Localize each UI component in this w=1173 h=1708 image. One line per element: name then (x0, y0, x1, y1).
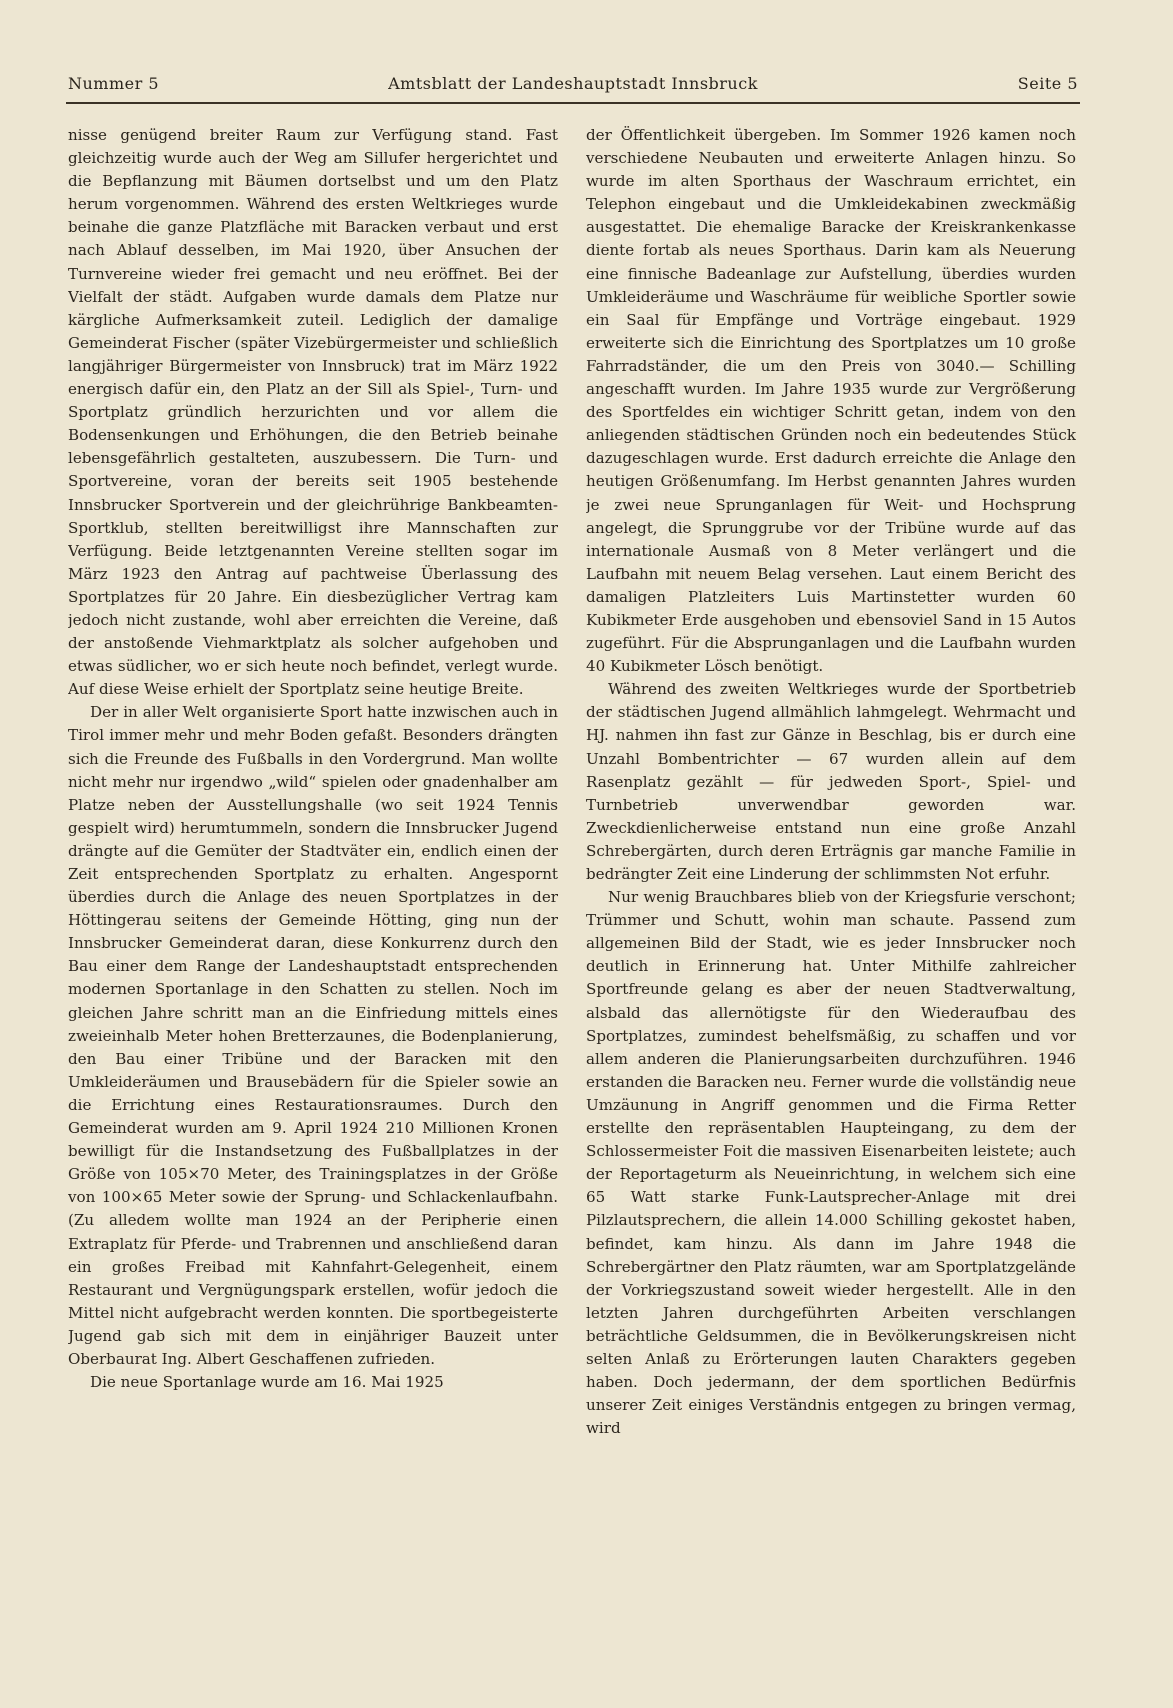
right-paragraph-3: Nur wenig Brauchbares blieb von der Kriegsfurie verschont; Trümmer und Schutt, wohin man schaute. Passend zum allgemeinen Bild der Stadt, wie es jeder Innsbrucker noch deutlich in Erinnerung hat. Unter Mithilfe zahlreicher Sportfreunde gelang es aber der neuen Stadtverwaltung, alsbald das allernötigste für den Wiederaufbau des Sportplatzes, zumindest behelfsmäßig, zu schaffen und vor allem anderen die Planierungsarbeiten durchzuführen. 1946 erstanden die Baracken neu. Ferner wurde die vollständig neue Umzäunung in Angriff genommen und die Firma Retter erstellte den repräsentablen Haupteingang, zu dem der Schlossermeister Foit die massiven Eisenarbeiten leistete; auch der Reportageturm als Neueinrichtung, in welchem sich eine 65 Watt starke Funk-Lautsprecher-Anlage mit drei Pilzlautsprechern, die allein 14.000 Schilling gekostet haben, befindet, kam hinzu. Als dann im Jahre 1948 die Schrebergärtner den Platz räumten, war am Sportplatzgelände der Vorkriegszustand soweit wieder hergestellt. Alle in den letzten Jahren durchgeführten Arbeiten verschlangen beträchtliche Geldsummen, die in Bevölkerungskreisen nicht selten Anlaß zu Erörterungen lauten Charakters gegeben haben. Doch jedermann, der dem sportlichen Bedürfnis unserer Zeit einiges Verständnis entgegen zu bringen vermag, wird (586, 888, 1076, 1438)
issue-number: Nummer 5 (68, 74, 160, 93)
page-number: Seite 5 (1017, 74, 1078, 93)
right-paragraph-1: der Öffentlichkeit übergeben. Im Sommer 1926 kamen noch verschiedene Neubauten und erweiterte Anlagen hinzu. So wurde im alten Sporthaus der Waschraum errichtet, ein Telephon eingebaut und die Umkleidekabinen zweckmäßig ausgestattet. Die ehemalige Baracke der Kreiskrankenkasse diente fortab als neues Sporthaus. Darin kam als Neuerung eine finnische Badeanlage zur Aufstellung, überdies wurden Umkleideräume und Waschräume für weibliche Sportler sowie ein Saal für Empfänge und Vorträge eingebaut. 1929 erweiterte sich die Einrichtung des Sportplatzes um 10 große Fahrradständer, die um den Preis von 3040.— Schilling angeschafft wurden. Im Jahre 1935 wurde zur Vergrößerung des Sportfeldes ein wichtiger Schritt getan, indem von den anliegenden städtischen Gründen noch ein bedeutendes Stück dazugeschlagen wurde. Erst dadurch erreichte die Anlage den heutigen Größenumfang. Im Herbst genannten Jahres wurden je zwei neue Sprunganlagen für Weit- und Hochsprung angelegt, die Sprunggrube vor der Tribüne wurde auf das internationale Ausmaß von 8 Meter verlängert und die Laufbahn mit neuem Belag versehen. Laut einem Bericht des damaligen Platzleiters Luis Martinstetter wurden 60 Kubikmeter Erde ausgehoben und ebensoviel Sand in 15 Autos zugeführt. Für die Absprunganlagen und die Laufbahn wurden 40 Kubikmeter Lösch benötigt. (586, 126, 1076, 676)
right-paragraph-2: Während des zweiten Weltkrieges wurde der Sportbetrieb der städtischen Jugend allmählich lahmgelegt. Wehrmacht und HJ. nahmen ihn fast zur Gänze in Beschlag, bis er durch eine Unzahl Bombentrichter — 67 wurden allein auf dem Rasenplatz gezählt — für jedweden Sport-, Spiel- und Turnbetrieb unverwendbar geworden war. Zweckdienlicherweise entstand nun eine große Anzahl Schrebergärten, durch deren Erträgnis gar manche Familie in bedrängter Zeit eine Linderung der schlimmsten Not erfuhr. (586, 680, 1076, 883)
left-paragraph-2: Der in aller Welt organisierte Sport hatte inzwischen auch in Tirol immer mehr und mehr Boden gefaßt. Besonders drängten sich die Freunde des Fußballs in den Vordergrund. Man wollte nicht mehr nur irgendwo „wild“ spielen oder gnadenhalber am Platze neben der Ausstellungshalle (wo seit 1924 Tennis gespielt wird) herumtummeln, sondern die Innsbrucker Jugend drängte auf die Gemüter der Stadtväter ein, endlich einen der Zeit entsprechenden Sportplatz zu erhalten. Angespornt überdies durch die Anlage des neuen Sportplatzes in der Höttingerau seitens der Gemeinde Hötting, ging nun der Innsbrucker Gemeinderat daran, diese Konkurrenz durch den Bau einer dem Range der Landeshauptstadt entsprechenden modernen Sportanlage in den Schatten zu stellen. Noch im gleichen Jahre schritt man an die Einfriedung mittels eines zweieinhalb Meter hohen Bretterzaunes, die Bodenplanierung, den Bau einer Tribüne und der Baracken mit den Umkleideräumen und Brausebädern für die Spieler sowie an die Errichtung eines Restaurationsraumes. Durch den Gemeinderat wurden am 9. April 1924 210 Millionen Kronen bewilligt für die Instandsetzung des Fußballplatzes in der Größe von 105×70 Meter, des Trainingsplatzes in der Größe von 100×65 Meter sowie der Sprung- und Schlackenlaufbahn. (Zu alledem wollte man 1924 an der Peripherie einen Extraplatz für Pferde- und Trabrennen und anschließend daran ein großes Freibad mit Kahnfahrt-Gelegenheit, einem Restaurant und Vergnügungspark erstellen, wofür jedoch die Mittel nicht aufgebracht werden konnten. Die sportbegeisterte Jugend gab sich mit dem in einjähriger Bauzeit unter Oberbaurat Ing. Albert Geschaffenen zufrieden. (68, 703, 558, 1368)
left-paragraph-3: Die neue Sportanlage wurde am 16. Mai 1925 (90, 1373, 444, 1392)
running-header (68, 68, 1078, 98)
left-column (68, 124, 558, 1684)
left-paragraph-1: nisse genügend breiter Raum zur Verfügung stand. Fast gleichzeitig wurde auch der Weg am Sillufer hergerichtet und die Bepflanzung mit Bäumen dortselbst und um den Platz herum vorgenommen. Während des ersten Weltkrieges wurde beinahe die ganze Platzfläche mit Baracken verbaut und erst nach Ablauf desselben, im Mai 1920, über Ansuchen der Turnvereine wieder frei gemacht und neu eröffnet. Bei der Vielfalt der städt. Aufgaben wurde damals dem Platze nur kärgliche Aufmerksamkeit zuteil. Lediglich der damalige Gemeinderat Fischer (später Vizebürgermeister und schließlich langjähriger Bürgermeister von Innsbruck) trat im März 1922 energisch dafür ein, den Platz an der Sill als Spiel-, Turn- und Sportplatz gründlich herzurichten und vor allem die Bodensenkungen und Erhöhungen, die den Betrieb beinahe lebensgefährlich gestalteten, auszubessern. Die Turn- und Sportvereine, voran der bereits seit 1905 bestehende Innsbrucker Sportverein und der gleichrührige Bankbeamten-Sportklub, stellten bereitwilligst ihre Mannschaften zur Verfügung. Beide letztgenannten Vereine stellten sogar im März 1923 den Antrag auf pachtweise Überlassung des Sportplatzes für 20 Jahre. Ein diesbezüglicher Vertrag kam jedoch nicht zustande, wohl aber erreichten die Vereine, daß der anstoßende Viehmarktplatz als solcher aufgehoben und etwas südlicher, wo er sich heute noch befindet, verlegt wurde. Auf diese Weise erhielt der Sportplatz seine heutige Breite. (68, 126, 558, 699)
right-column (586, 124, 1076, 1684)
header-rule (66, 102, 1080, 104)
column-gap (567, 124, 568, 1684)
publication-title: Amtsblatt der Landeshauptstadt Innsbruck (388, 74, 758, 93)
